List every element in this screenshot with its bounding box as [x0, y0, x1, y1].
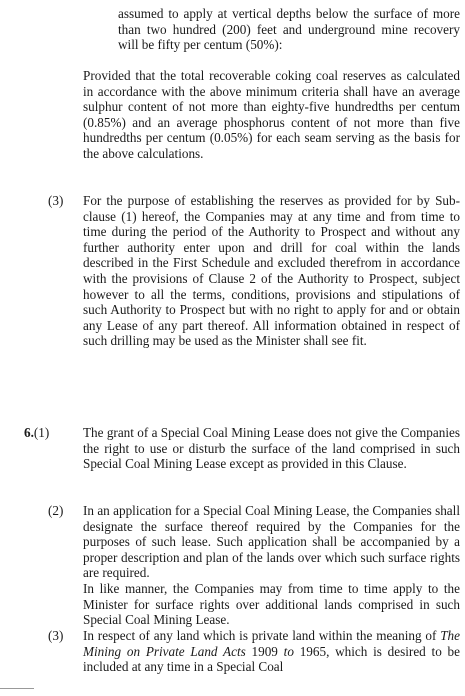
text-run-italic: to [283, 643, 294, 659]
clause-number [24, 425, 49, 441]
clause-subnumber: (1) [33, 425, 50, 440]
act-title: The Mining on Private Land Acts [83, 628, 460, 659]
fragment-top-paragraph: assumed to apply at vertical depths below the surface of more than two hundred (200) feet and underground mine recovery will be fifty per centum (50%): [118, 6, 460, 53]
text-run: In respect of any land which is private land within the meaning of [83, 628, 441, 643]
page-edge-rule [0, 688, 34, 689]
subclause-continuation-paragraph: In like manner, the Companies may from time to time apply to the Minister for surface rights over additional lands comprised in such Special Coal Mining Lease. [83, 581, 460, 628]
text-run: 1909 [245, 643, 284, 659]
subclause-number: (3) [48, 193, 64, 208]
subclause-number: (3) [48, 628, 64, 643]
clause-paragraph: The grant of a Special Coal Mining Lease does not give the Companies the right to use or disturb the surface of the land comprised in such Special Coal Mining Lease except as provided in this Clause. [83, 425, 460, 472]
subclause-number: (2) [48, 503, 64, 518]
subclause-paragraph: For the purpose of establishing the reserves as provided for by Sub-clause (1) hereof, the Companies may at any time and from time to time during the period of the Authority to Prospect and without any further authority enter upon and drill for coal within the lands described in the First Schedule and excluded therefrom in accordance with the provisions of Clause 2 of the Authority to Prospect, subject however to all the terms, conditions, provisions and stipulations of such Authority to Prospect but with no right to apply for and or obtain any Lease of any part thereof. All information obtained in respect of such drilling may be used as the Minister shall see fit. [83, 193, 460, 349]
proviso-paragraph: Provided that the total recoverable coking coal reserves as calculated in accordance with the above minimum criteria shall have an average sulphur content of not more than eighty-five hundredths per centum (0.85%) and an average phosphorus content of not more than five hundredths per centum (0.05%) for each seam serving as the basis for the above calculations. [83, 68, 460, 161]
text-run: 1965, which is desired to be included at any time in a Special Coal [83, 643, 460, 675]
subclause-paragraph [83, 628, 460, 675]
subclause-paragraph: In an application for a Special Coal Mining Lease, the Companies shall designate the surface thereof required by the Companies for the purposes of such lease. Such application shall be accompanied by a proper description and plan of the lands over which such surface rights are required. [83, 503, 460, 581]
clause-number-bold: 6. [24, 425, 34, 440]
